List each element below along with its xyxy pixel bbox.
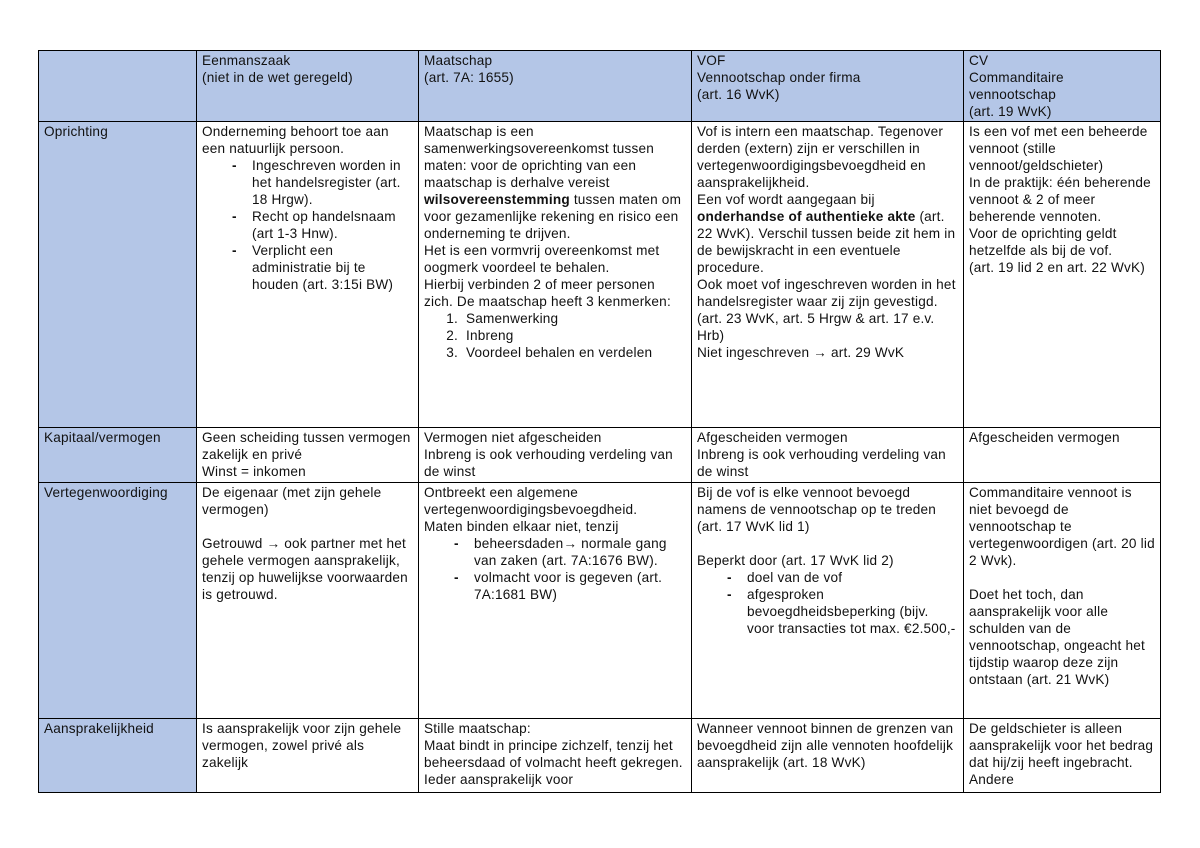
list-item: - doel van de vof (727, 569, 958, 586)
header-cell-vof (692, 51, 964, 122)
header-line: (niet in de wet geregeld) (202, 70, 353, 85)
cell-vertegenwoordiging-cv (964, 483, 1161, 719)
list-item: - afgesproken bevoegdheidsbeperking (bijv. voor transacties tot max. €2.500,- (727, 586, 958, 637)
comparison-table (38, 50, 1161, 793)
paragraph: Doet het toch, dan aansprakelijk voor alle schulden van de vennootschap, ongeacht het tijdstip waarop deze zijn ontstaan (art. 21 WvK) (969, 587, 1146, 687)
header-line: (art. 16 WvK) (697, 87, 780, 102)
paragraph: Is aansprakelijk voor zijn gehele vermogen, zowel privé als zakelijk (202, 721, 402, 770)
cell-oprichting-vof (692, 122, 964, 428)
cell-aansprakelijkheid-vof (692, 719, 964, 793)
list-item: - Recht op handelsnaam (art 1-3 Hnw). (232, 208, 413, 242)
table-row-kapitaal (39, 428, 1161, 483)
text-run: Een vof wordt aangegaan bij (697, 192, 875, 207)
header-cell-cv (964, 51, 1161, 122)
paragraph: Wanneer vennoot binnen de grenzen van bevoegdheid zijn alle vennoten hoofdelijk aansprakelijk (art. 18 WvK) (697, 721, 954, 770)
paragraph: Vermogen niet afgescheiden (424, 430, 602, 445)
text-run: Maatschap is een samenwerkingsovereenkomst tussen maten: voor de oprichting van een maatschap is derhalve vereist (424, 124, 655, 190)
paragraph: Geen scheiding tussen vermogen zakelijk en privé (202, 430, 411, 462)
header-line: (art. 7A: 1655) (424, 70, 514, 85)
row-label-aansprakelijkheid: Aansprakelijkheid (39, 719, 197, 793)
paragraph: Voor de oprichting geldt hetzelfde als bij de vof. (969, 226, 1117, 258)
paragraph: Stille maatschap: (424, 721, 531, 736)
cell-vertegenwoordiging-vof (692, 483, 964, 719)
bold-term: wilsovereenstemming (424, 192, 570, 207)
numbered-list (424, 310, 686, 361)
paragraph: Winst = inkomen (202, 464, 306, 479)
list-item: - Verplicht een administratie bij te houden (art. 3:15i BW) (232, 242, 413, 293)
list-item: 1. Samenwerking (462, 310, 686, 327)
paragraph: Onderneming behoort toe aan een natuurlijk persoon. (202, 124, 389, 156)
paragraph: Beperkt door (art. 17 WvK lid 2) (697, 553, 894, 568)
cell-vertegenwoordiging-maatschap (419, 483, 692, 719)
cell-oprichting-cv (964, 122, 1161, 428)
cell-vertegenwoordiging-eenmanszaak (197, 483, 419, 719)
paragraph: (art. 19 lid 2 en art. 22 WvK) (969, 260, 1145, 275)
header-line: VOF (697, 53, 726, 68)
paragraph: Is een vof met een beheerde vennoot (stille vennoot/geldschieter) (969, 124, 1148, 173)
paragraph: Afgescheiden vermogen (697, 430, 848, 445)
paragraph: Vof is intern een maatschap. Tegenover derden (extern) zijn er verschillen in vertegenwoordigingsbevoegdheid en aansprakelijkheid. (697, 124, 944, 190)
table-row-vertegenwoordiging (39, 483, 1161, 719)
header-line: Eenmanszaak (202, 53, 291, 68)
paragraph: Afgescheiden vermogen (969, 430, 1120, 445)
header-cell-empty (39, 51, 197, 122)
cell-aansprakelijkheid-eenmanszaak (197, 719, 419, 793)
spacer (697, 535, 958, 552)
header-cell-eenmanszaak (197, 51, 419, 122)
dash-list (424, 535, 686, 603)
paragraph: Niet ingeschreven → art. 29 WvK (697, 345, 905, 360)
list-item: - Ingeschreven worden in het handelsregister (art. 18 Hrgw). (232, 157, 413, 208)
paragraph: Maten binden elkaar niet, tenzij (424, 519, 619, 534)
paragraph: Ook moet vof ingeschreven worden in het handelsregister waar zij zijn gevestigd. (697, 277, 956, 309)
header-line: Maatschap (424, 53, 493, 68)
spacer (969, 569, 1155, 586)
list-item: 2. Inbreng (462, 327, 686, 344)
list-item: 3. Voordeel behalen en verdelen (462, 344, 686, 361)
paragraph: Ontbreekt een algemene vertegenwoordigingsbevoegdheid. (424, 485, 638, 517)
cell-kapitaal-maatschap (419, 428, 692, 483)
paragraph: Inbreng is ook verhouding verdeling van de winst (697, 447, 946, 479)
header-line: CV (969, 53, 989, 68)
cell-oprichting-maatschap (419, 122, 692, 428)
header-line: vennootschap (969, 87, 1057, 102)
spacer (202, 518, 413, 535)
cell-aansprakelijkheid-cv (964, 719, 1161, 793)
row-label-kapitaal: Kapitaal/vermogen (39, 428, 197, 483)
cell-kapitaal-cv (964, 428, 1161, 483)
bold-term: onderhandse of authentieke akte (697, 209, 916, 224)
paragraph: In de praktijk: één beherende vennoot & 2 of meer beherende vennoten. (969, 175, 1151, 224)
table-row-aansprakelijkheid (39, 719, 1161, 793)
paragraph: Maat bindt in principe zichzelf, tenzij het beheersdaad of volmacht heeft gekregen. Ieder aansprakelijk voor (424, 738, 683, 787)
paragraph (424, 123, 686, 242)
paragraph: Hierbij verbinden 2 of meer personen zich. De maatschap heeft 3 kenmerken: (424, 277, 671, 309)
list-item: - beheersdaden→ normale gang van zaken (art. 7A:1676 BW). (454, 535, 686, 569)
paragraph: (art. 23 WvK, art. 5 Hrgw & art. 17 e.v. Hrb) (697, 311, 935, 343)
cell-kapitaal-eenmanszaak (197, 428, 419, 483)
paragraph: Het is een vormvrij overeenkomst met oogmerk voordeel te behalen. (424, 243, 660, 275)
row-label-oprichting: Oprichting (39, 122, 197, 428)
paragraph: Commanditaire vennoot is niet bevoegd de vennootschap te vertegenwoordigen (art. 20 lid 2 Wvk). (969, 485, 1155, 568)
header-line: (art. 19 WvK) (969, 104, 1052, 119)
text-run: tussen maten om voor gezamenlijke rekening en risico een onderneming te drijven. (424, 192, 682, 241)
row-label-vertegenwoordiging: Vertegenwoordiging (39, 483, 197, 719)
list-item: - volmacht voor is gegeven (art. 7A:1681 BW) (454, 569, 686, 603)
cell-aansprakelijkheid-maatschap (419, 719, 692, 793)
paragraph: De eigenaar (met zijn gehele vermogen) (202, 485, 382, 517)
document-page (38, 50, 1160, 793)
dash-list (697, 569, 958, 637)
dash-list (202, 157, 413, 293)
header-cell-maatschap (419, 51, 692, 122)
cell-kapitaal-vof (692, 428, 964, 483)
cell-oprichting-eenmanszaak (197, 122, 419, 428)
paragraph: Getrouwd → ook partner met het gehele vermogen aansprakelijk, tenzij op huwelijkse voorwaarden is getrouwd. (202, 536, 408, 602)
paragraph: Inbreng is ook verhouding verdeling van de winst (424, 447, 673, 479)
header-line: Vennootschap onder firma (697, 70, 861, 85)
paragraph (697, 191, 958, 276)
paragraph: De geldschieter is alleen aansprakelijk voor het bedrag dat hij/zij heeft ingebracht. Andere (969, 721, 1154, 787)
table-header-row (39, 51, 1161, 122)
cell-content (424, 720, 686, 788)
header-line: Commanditaire (969, 70, 1064, 85)
text-run: (art. 22 WvK). Verschil tussen beide zit hem in de bewijskracht in een eventuele procedure. (697, 209, 956, 275)
paragraph: Bij de vof is elke vennoot bevoegd namens de vennootschap op te treden (art. 17 WvK lid 1) (697, 485, 937, 534)
table-row-oprichting (39, 122, 1161, 428)
